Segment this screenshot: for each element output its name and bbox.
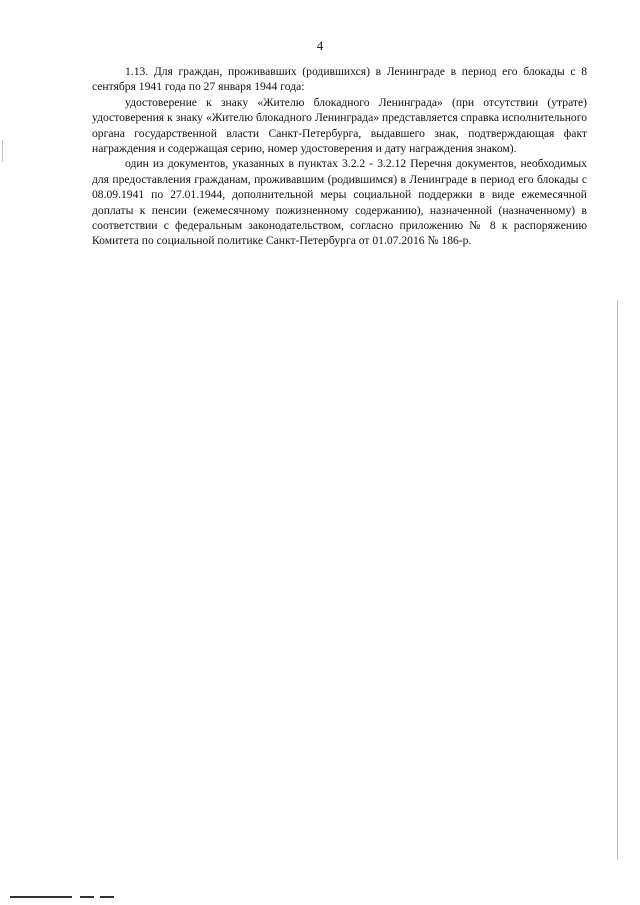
paragraph-1-13: 1.13. Для граждан, проживавших (родившихся) в Ленинграде в период его блокады с 8 сентября 1941 года по 27 января 1944 года: — [92, 65, 587, 94]
scan-edge-mark — [2, 140, 3, 162]
paragraph-documents: один из документов, указанных в пунктах 3.2.2 - 3.2.12 Перечня документов, необходимых для предоставления гражданам, проживавшим (родившимся) в Ленинграде в период его блокады с 08.09.1941 по 27.01.1944, дополнительной меры социальной поддержки в виде ежемесячной доплаты к пенсии (ежемесячному пожизненному содержанию), назначенной (назначенному) в соответствии с федеральным законодательством, согласно приложению № 8 к распоряжению Комитета по социальной политике Санкт-Петербурга от 01.07.2016 № 186-р. — [92, 157, 587, 248]
scan-bottom-mark — [10, 896, 72, 898]
scan-bottom-mark — [100, 896, 114, 898]
scan-bottom-mark — [80, 896, 94, 898]
document-body — [92, 64, 587, 249]
scan-edge-line — [617, 300, 618, 860]
page-number: 4 — [316, 38, 324, 53]
paragraph-certificate: удостоверение к знаку «Жителю блокадного Ленинграда» (при отсутствии (утрате) удостоверения к знаку «Жителю блокадного Ленинграда» представляется справка исполнительного органа государственной власти Санкт-Петербурга, выдавшего знак, подтверждающая факт награждения и содержащая серию, номер удостоверения и дату награждения знаком). — [92, 95, 587, 156]
